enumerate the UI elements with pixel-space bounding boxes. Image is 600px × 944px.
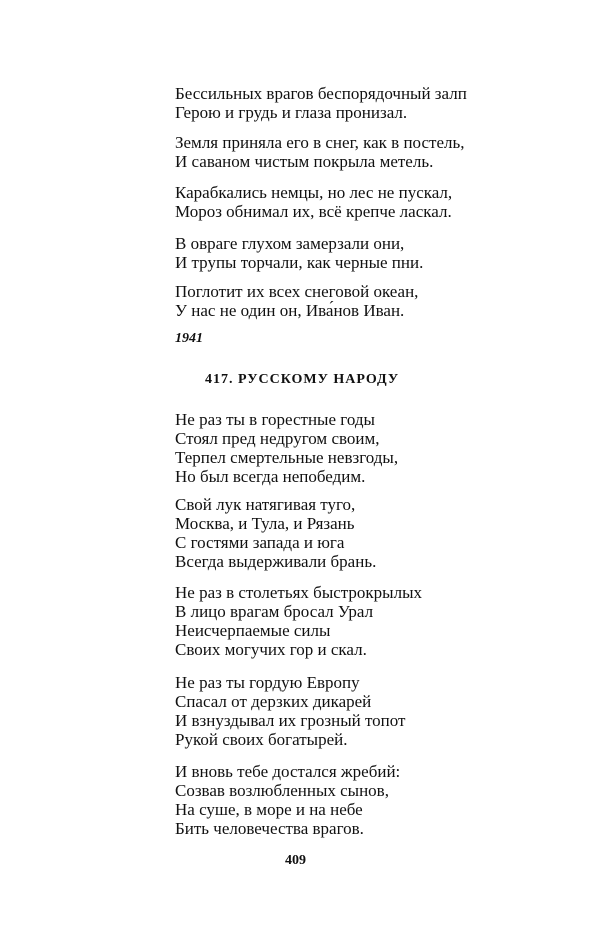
verse-line: Свой лук натягивая туго,: [175, 495, 356, 514]
verse-line: Своих могучих гор и скал.: [175, 640, 367, 659]
verse-line: Стоял пред недругом своим,: [175, 429, 380, 448]
verse-line: И трупы торчали, как черные пни.: [175, 253, 424, 272]
verse-line: Мороз обнимал их, всё крепче ласкал.: [175, 202, 452, 221]
verse-line: Москва, и Тула, и Рязань: [175, 514, 355, 533]
verse-line: Поглотит их всех снеговой океан,: [175, 282, 419, 301]
stanza: [175, 282, 418, 320]
verse-line: Бессильных врагов беспорядочный залп: [175, 84, 467, 103]
verse-line: И взнуздывал их грозный топот: [175, 711, 406, 730]
stanza: [175, 583, 422, 659]
verse-line: С гостями запада и юга: [175, 533, 345, 552]
verse-line: Неисчерпаемые силы: [175, 621, 331, 640]
stanza: [175, 84, 467, 122]
verse-line: На суше, в море и на небе: [175, 800, 363, 819]
verse-line: Всегда выдерживали брань.: [175, 552, 377, 571]
verse-line: Не раз в столетьях быстрокрылых: [175, 583, 423, 602]
verse-line: Герою и грудь и глаза пронизал.: [175, 103, 408, 122]
stanza: [175, 673, 406, 749]
verse-line: Не раз ты в горестные годы: [175, 410, 375, 429]
poem-year: 1941: [175, 331, 203, 346]
verse-line: И саваном чистым покрыла метель.: [175, 152, 434, 171]
verse-line: Рукой своих богатырей.: [175, 730, 348, 749]
stanza: [175, 410, 398, 486]
stanza: [175, 762, 400, 838]
verse-line: В лицо врагам бросал Урал: [175, 602, 374, 621]
verse-line: Карабкались немцы, но лес не пускал,: [175, 183, 453, 202]
verse-line: Не раз ты гордую Европу: [175, 673, 360, 692]
stanza: [175, 183, 452, 221]
verse-line: Земля приняла его в снег, как в постель,: [175, 133, 465, 152]
stanza: [175, 133, 465, 171]
page-number: 409: [285, 853, 306, 868]
verse-line: Созвав возлюбленных сынов,: [175, 781, 389, 800]
verse-line: Бить человечества врагов.: [175, 819, 364, 838]
stanza: [175, 234, 423, 272]
poem-title: 417. РУССКОМУ НАРОДУ: [205, 372, 400, 387]
verse-line: В овраге глухом замерзали они,: [175, 234, 405, 253]
verse-line: Спасал от дерзких дикарей: [175, 692, 372, 711]
verse-line: Терпел смертельные невзгоды,: [175, 448, 399, 467]
verse-line: И вновь тебе достался жребий:: [175, 762, 401, 781]
stanza: [175, 495, 376, 571]
verse-line: У нас не один он, Ива́нов Иван.: [175, 301, 405, 320]
verse-line: Но был всегда непобедим.: [175, 467, 366, 486]
